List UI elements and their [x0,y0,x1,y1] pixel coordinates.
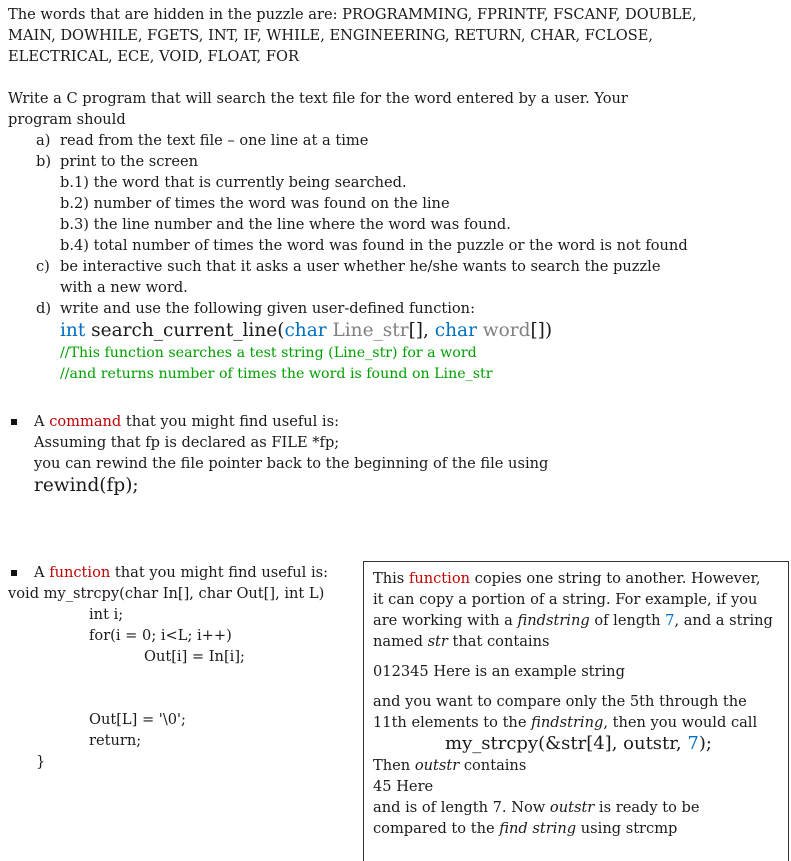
box-l12-pre: compared to the [373,820,500,837]
box-line-1 [373,568,788,589]
box-l9-italic: outstr [414,757,460,774]
box-call-number: 7 [687,733,699,754]
box-l4-post: that contains [447,633,550,650]
explanation-box [363,561,789,861]
bullet-command [11,419,17,425]
box-l9-pre: Then [373,757,415,774]
sig-char-keyword-2: char [434,320,477,341]
box-line-3 [373,610,788,631]
box-line-12 [373,818,788,839]
comment-line-2: //and returns number of times the word is found on Line_str [60,366,493,382]
box-example-string: 012345 Here is an example string [373,663,625,680]
function-signature [8,319,688,343]
box-l3-post: , and a string [674,612,773,629]
code-signature: void my_strcpy(char In[], char Out[], int L) [8,585,325,602]
item-a [8,130,688,151]
strcpy-code-block [8,583,324,772]
item-b [8,151,688,172]
box-l7-post: , then you would call [603,714,758,731]
box-line-9 [373,755,788,776]
function-intro [34,562,328,583]
box-l3-mid: of length [589,612,666,629]
command-highlight: command [49,413,122,430]
box-l12-post: using strcmp [576,820,678,837]
code-return: return; [89,732,142,749]
item-b2: b.2) number of times the word was found on the line [60,195,450,212]
box-l7-italic: findstring [531,714,604,731]
item-b-text: print to the screen [60,153,199,170]
function-section-intro [34,562,328,583]
box-l3-number: 7 [665,612,675,629]
box-call-post: ); [698,733,712,754]
sig-brackets-2: []) [530,320,553,341]
box-line-6: and you want to compare only the 5th through the [373,693,747,710]
code-spacer [8,667,324,709]
item-d [8,298,688,319]
sig-brackets-1: [], [408,320,435,341]
box-call-pre: my_strcpy(&str[4], outstr, [445,733,688,754]
command-section [34,411,548,498]
intro-paragraph [8,4,697,67]
box-line-11 [373,797,788,818]
task-paragraph [8,88,688,385]
command-post: that you might find useful is: [121,413,340,430]
item-d-label: d) [36,300,52,317]
command-line-3: you can rewind the file pointer back to the beginning of the file using [34,455,549,472]
item-c [8,256,688,277]
item-a-text: read from the text file – one line at a time [60,132,369,149]
box-line-4 [373,631,788,652]
sig-param-line-str: Line_str [326,320,409,341]
item-b4: b.4) total number of times the word was found in the puzzle or the word is not found [60,237,688,254]
intro-line-1: The words that are hidden in the puzzle are: PROGRAMMING, FPRINTF, FSCANF, DOUBLE, [8,6,697,23]
sig-char-keyword-1: char [284,320,327,341]
bullet-function [11,570,17,576]
code-decl: int i; [89,606,124,623]
sig-function-name: search_current_line( [85,320,285,341]
sig-int-keyword: int [60,320,86,341]
box-l1-highlight: function [408,570,471,587]
comment-line-1: //This function searches a test string (Line_str) for a word [60,345,477,361]
code-terminate: Out[L] = '\0'; [89,711,186,728]
task-line-1: Write a C program that will search the text file for the word entered by a user. Your [8,90,628,107]
code-close-brace: } [36,753,46,770]
item-b-label: b) [36,153,52,170]
box-l11-pre: and is of length 7. Now [373,799,550,816]
item-c-text-2: with a new word. [60,279,188,296]
intro-line-2: MAIN, DOWHILE, FGETS, INT, IF, WHILE, ENGINEERING, RETURN, CHAR, FCLOSE, [8,27,654,44]
item-a-label: a) [36,132,51,149]
box-line-2: it can copy a portion of a string. For example, if you [373,591,758,608]
item-b1: b.1) the word that is currently being searched. [60,174,407,191]
box-line-10: 45 Here [373,778,434,795]
box-l3-italic: findstring [517,612,590,629]
command-line-2: Assuming that fp is declared as FILE *fp; [34,434,340,451]
function-post: that you might find useful is: [110,564,329,581]
box-l4-pre: named [373,633,428,650]
item-c-label: c) [36,258,50,275]
box-l1-post: copies one string to another. However, [470,570,761,587]
item-d-text: write and use the following given user-defined function: [60,300,476,317]
command-intro [34,411,548,432]
sig-param-word: word [476,320,531,341]
box-call-code [373,733,788,755]
box-l11-post: is ready to be [594,799,700,816]
box-l12-italic: find string [499,820,577,837]
box-l4-italic: str [427,633,448,650]
function-highlight: function [49,564,111,581]
box-l3-pre: are working with a [373,612,518,629]
function-pre: A [34,564,50,581]
command-pre: A [34,413,50,430]
item-c-text-1: be interactive such that it asks a user whether he/she wants to search the puzzle [60,258,661,275]
rewind-code: rewind(fp); [34,475,139,496]
box-l7-pre: 11th elements to the [373,714,532,731]
code-loop: for(i = 0; i<L; i++) [89,627,232,644]
intro-line-3: ELECTRICAL, ECE, VOID, FLOAT, FOR [8,48,300,65]
box-l11-italic: outstr [549,799,595,816]
box-line-7 [373,712,788,733]
code-assign: Out[i] = In[i]; [144,648,245,665]
box-l9-post: contains [459,757,527,774]
task-line-2: program should [8,111,126,128]
item-b3: b.3) the line number and the line where the word was found. [60,216,511,233]
box-l1-pre: This [373,570,409,587]
